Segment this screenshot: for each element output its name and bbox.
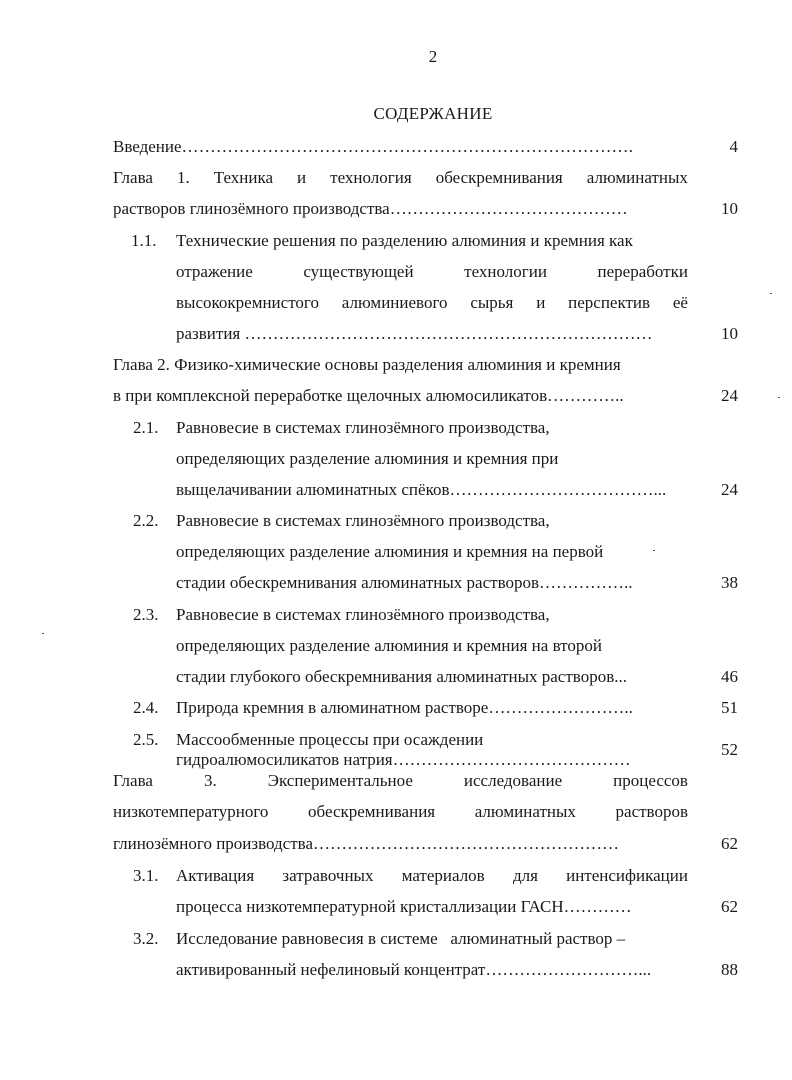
toc-word: технология (330, 168, 412, 187)
scan-speck (653, 550, 655, 551)
scan-speck (42, 633, 44, 634)
toc-entry-s1-1-line1: Технические решения по разделению алюминия и кремния как (176, 231, 633, 250)
toc-word: Техника (213, 168, 274, 187)
toc-word: Глава (113, 168, 153, 187)
toc-word: 3. (203, 771, 217, 790)
toc-word: материалов (401, 866, 485, 885)
toc-word: исследование (463, 771, 563, 790)
toc-entry-s2-5-line2: гидроалюмосиликатов натрия…………………………………… (176, 750, 631, 769)
toc-entry-s2-2-line1: Равновесие в системах глинозёмного производства, (176, 511, 550, 530)
toc-entry-s2-4-line1: Природа кремния в алюминатном растворе…………………….. (176, 698, 633, 717)
toc-page: 52 (721, 740, 738, 759)
toc-entry-ch2-line2: в при комплексной переработке щелочных алюмосиликатов………….. (113, 386, 624, 405)
toc-page: 38 (721, 573, 738, 592)
toc-word: низкотемпературного (113, 802, 269, 821)
toc-entry-s3-1-line1 (176, 866, 688, 886)
toc-section-number: 2.2. (133, 511, 159, 530)
toc-page: 88 (721, 960, 738, 979)
toc-word: и (536, 293, 546, 312)
toc-word: алюминатных (474, 802, 576, 821)
toc-page: 10 (721, 324, 738, 343)
toc-word: перспектив (568, 293, 651, 312)
toc-section-number: 1.1. (131, 231, 157, 250)
toc-word: алюминатных (586, 168, 688, 187)
toc-entry-ch1-line2: растворов глинозёмного производства…………………………………… (113, 199, 628, 218)
scan-speck (770, 293, 772, 294)
toc-entry-s2-3-line1: Равновесие в системах глинозёмного производства, (176, 605, 550, 624)
toc-section-number: 2.3. (133, 605, 159, 624)
toc-word: отражение (176, 262, 253, 281)
toc-entry-s2-3-line3: стадии глубокого обескремнивания алюминатных растворов... (176, 667, 627, 686)
toc-entry-s2-1-line1: Равновесие в системах глинозёмного производства, (176, 418, 550, 437)
toc-section-number: 2.4. (133, 698, 159, 717)
toc-word: сырья (470, 293, 514, 312)
toc-entry-s1-1-line4: развития ……………………………………………………………… (176, 324, 653, 343)
toc-word: алюминиевого (341, 293, 448, 312)
toc-word: обескремнивания (308, 802, 436, 821)
toc-entry-ch3-line2 (113, 802, 688, 822)
toc-page: 24 (721, 386, 738, 405)
toc-entry-ch3-line1 (113, 771, 688, 791)
page-number: 2 (428, 47, 438, 66)
toc-page: 46 (721, 667, 738, 686)
page-title: СОДЕРЖАНИЕ (373, 104, 493, 123)
toc-entry-ch3-line3: глинозёмного производства……………………………………………… (113, 834, 620, 853)
toc-section-number: 3.1. (133, 866, 159, 885)
toc-word: и (297, 168, 307, 187)
toc-page: 24 (721, 480, 738, 499)
toc-word: Экспериментальное (267, 771, 413, 790)
toc-entry-s3-2-line1: Исследование равновесия в системе алюминатный раствор – (176, 929, 626, 948)
toc-word: затравочных (282, 866, 374, 885)
scan-speck (778, 397, 780, 398)
toc-entry-s3-1-line2: процесса низкотемпературной кристаллизации ГАСН………… (176, 897, 632, 916)
toc-section-number: 2.5. (133, 730, 159, 749)
toc-word: для (512, 866, 538, 885)
toc-entry-s2-1-line2: определяющих разделение алюминия и кремния при (176, 449, 559, 468)
toc-word: Глава (113, 771, 153, 790)
toc-word: Активация (176, 866, 255, 885)
toc-entry-s1-1-line3 (176, 293, 688, 313)
toc-word: технологии (464, 262, 547, 281)
toc-word: обескремнивания (435, 168, 563, 187)
toc-section-number: 2.1. (133, 418, 159, 437)
toc-word: её (672, 293, 688, 312)
toc-page: 62 (721, 897, 738, 916)
toc-entry-s3-2-line2: активированный нефелиновый концентрат………………………... (176, 960, 652, 979)
toc-entry-s2-3-line2: определяющих разделение алюминия и кремния на второй (176, 636, 602, 655)
toc-page: 10 (721, 199, 738, 218)
toc-word: высококремнистого (176, 293, 319, 312)
toc-entry-intro (113, 137, 688, 157)
toc-entry-s2-5-line1: Массообменные процессы при осаждении (176, 730, 484, 749)
toc-page: 4 (729, 137, 738, 156)
toc-leader: ……………………………………………………………………. (181, 137, 634, 156)
toc-word: существующей (303, 262, 414, 281)
toc-entry-s2-2-line3: стадии обескремнивания алюминатных растворов…………….. (176, 573, 633, 592)
toc-entry-s1-1-line2 (176, 262, 688, 282)
toc-word: переработки (597, 262, 688, 281)
toc-entry-s2-2-line2: определяющих разделение алюминия и кремния на первой (176, 542, 604, 561)
toc-label: Введение (113, 137, 182, 156)
toc-word: растворов (615, 802, 688, 821)
toc-word: интенсификации (566, 866, 688, 885)
toc-section-number: 3.2. (133, 929, 159, 948)
toc-entry-s2-1-line3: выщелачивании алюминатных спёков………………………………... (176, 480, 667, 499)
toc-page: 51 (721, 698, 738, 717)
toc-page: 62 (721, 834, 738, 853)
toc-word: процессов (613, 771, 688, 790)
toc-word: 1. (176, 168, 190, 187)
toc-entry-ch1-line1 (113, 168, 688, 188)
toc-entry-ch2-line1: Глава 2. Физико-химические основы разделения алюминия и кремния (113, 355, 621, 374)
